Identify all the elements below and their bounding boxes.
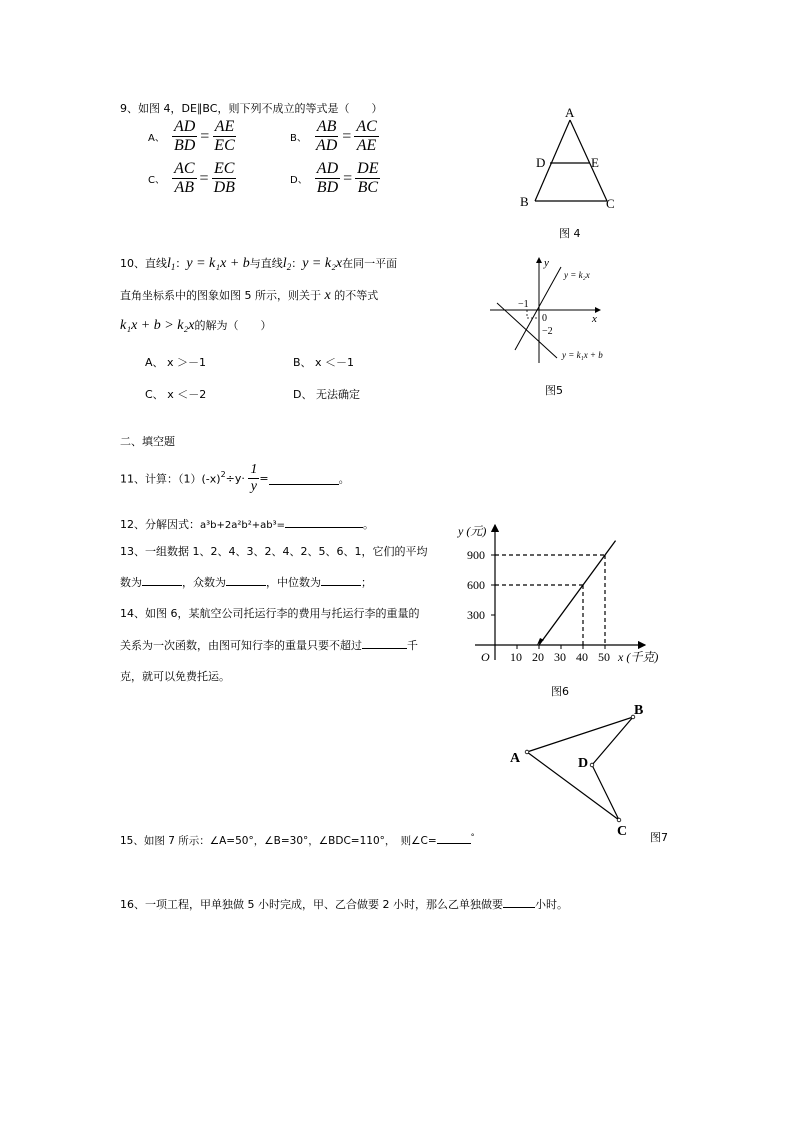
q11: 11、计算：$(1)(-x)^2\div y\cdot$ $\frac{1}{y}$ = 。 [120, 462, 350, 494]
q9-option-a[interactable]: A、 $\frac{AD}{BD}$ = $\frac{AE}{EC}$ [148, 118, 235, 154]
vertex-a-label: A [510, 751, 521, 766]
q10-option-b[interactable]: B、 x ＜－1 [293, 356, 355, 369]
answer-blank[interactable] [503, 896, 535, 908]
q10-option-c[interactable]: C、 x ＜－2 [145, 388, 207, 401]
vertex-c [617, 818, 621, 822]
answer-blank[interactable] [269, 473, 339, 485]
y-tick-label: 600 [467, 578, 485, 592]
y-axis-label: y (元) [458, 524, 487, 538]
q9-stem: 9、如图 4，DE∥BC，则下列不成立的等式是（ ） [120, 102, 383, 115]
q13-line1: 13、一组数据 1、2、4、3、2、4、2、5、6、1，它们的平均 [120, 545, 428, 558]
answer-blank[interactable] [285, 516, 363, 528]
q10-option-d[interactable]: D、 无法确定 [293, 388, 360, 401]
origin-label: O [481, 650, 490, 664]
x-tick-label: 10 [510, 650, 522, 664]
q13-line2: 数为 ，众数为 ，中位数为 ； [120, 576, 372, 589]
side-ac [570, 120, 607, 201]
figure-5-graph [485, 255, 625, 370]
vertex-d [590, 763, 594, 767]
line-k2x-label: y = k₂x [564, 270, 590, 280]
vertex-e-label: E [591, 155, 599, 170]
y-tick-label: 300 [467, 608, 485, 622]
q10-line2: 直角坐标系中的图象如图 5 所示，则关于 x 的不等式 [120, 288, 379, 303]
figure-7-caption: 图7 [650, 831, 668, 844]
q12: 12、分解因式：a³b+2a²b²+ab³= 。 [120, 518, 374, 531]
q9-option-c[interactable]: C、 $\frac{AC}{AB}$ = $\frac{EC}{DB}$ [148, 160, 235, 196]
y-axis-label: y [544, 257, 549, 269]
vertex-c-label: C [617, 824, 628, 839]
x-tick-label: 30 [554, 650, 566, 664]
fraction: $\frac{DE}{BC}$ [357, 160, 379, 196]
x-tick-label: 40 [576, 650, 588, 664]
q10-line1: 10、直线$l_1$：y = k₁x + b与直线$l_2$：y = k₂x在同一平面 [120, 256, 398, 273]
vertex-b-label: B [520, 194, 529, 209]
origin-label: 0 [542, 313, 547, 324]
figure-4-caption: 图 4 [559, 227, 581, 240]
answer-blank[interactable] [142, 574, 182, 586]
figure-7-quadrilateral [505, 695, 655, 840]
x-axis-label: x [592, 313, 597, 325]
q14-line3: 克，就可以免费托运。 [120, 670, 230, 683]
q9-option-d[interactable]: D、 $\frac{AD}{BD}$ = $\frac{DE}{BC}$ [290, 160, 379, 196]
vertex-c-label: C [606, 196, 615, 211]
answer-blank[interactable] [321, 574, 361, 586]
fraction: $\frac{AB}{AD}$ [315, 118, 338, 154]
q14-line2: 关系为一次函数，由图可知行李的重量只要不超过 千 [120, 639, 418, 652]
answer-blank[interactable] [226, 574, 266, 586]
q9-option-b[interactable]: B、 $\frac{AB}{AD}$ = $\frac{AC}{AE}$ [290, 118, 377, 154]
vertex-a [525, 750, 529, 754]
fraction: $\frac{EC}{DB}$ [213, 160, 235, 196]
q15: 15、如图 7 所示：∠A=50°，∠B=30°，∠BDC=110°， 则∠C= ° [120, 832, 475, 847]
figure-4-triangle [510, 100, 620, 220]
vertex-a-label: A [565, 105, 575, 120]
tick-neg1: −1 [518, 299, 529, 310]
y-tick-label: 900 [467, 548, 485, 562]
option-label: C、 [148, 175, 165, 186]
tick-neg2: −2 [542, 326, 553, 337]
q10-line3: k₁x + b > k₂x的解为（ ） [120, 318, 272, 333]
fraction: $\frac{AD}{BD}$ [316, 160, 339, 196]
fraction: $\frac{AD}{BD}$ [173, 118, 196, 154]
q16: 16、一项工程，甲单独做 5 小时完成，甲、乙合做要 2 小时，那么乙单独做要 小时。 [120, 898, 568, 911]
answer-blank[interactable] [437, 832, 471, 844]
figure-6-caption: 图6 [551, 685, 569, 698]
x-axis-label: x (千克) [618, 650, 659, 664]
fraction: $\frac{AC}{AB}$ [174, 160, 195, 196]
option-label: B、 [290, 133, 307, 144]
figure-5-caption: 图5 [545, 384, 563, 397]
fraction: $\frac{AE}{EC}$ [214, 118, 235, 154]
option-label: D、 [290, 175, 308, 186]
x-tick-label: 50 [598, 650, 610, 664]
q10-option-a[interactable]: A、 x ＞－1 [145, 356, 207, 369]
x-tick-label: 20 [532, 650, 544, 664]
figure-6-chart [455, 520, 685, 670]
fraction: $\frac{1}{y}$ [250, 462, 258, 494]
q14-line1: 14、如图 6，某航空公司托运行李的费用与托运行李的重量的 [120, 607, 420, 620]
option-label: A、 [148, 133, 165, 144]
section-title: 二、填空题 [120, 435, 175, 448]
vertex-d-label: D [536, 155, 546, 170]
series-line [539, 541, 616, 645]
vertex-b-label: B [634, 703, 644, 718]
vertex-d-label: D [578, 756, 589, 771]
answer-blank[interactable] [362, 637, 407, 649]
fraction: $\frac{AC}{AE}$ [356, 118, 377, 154]
line-k1x-b-label: y = k₁x + b [562, 350, 603, 360]
